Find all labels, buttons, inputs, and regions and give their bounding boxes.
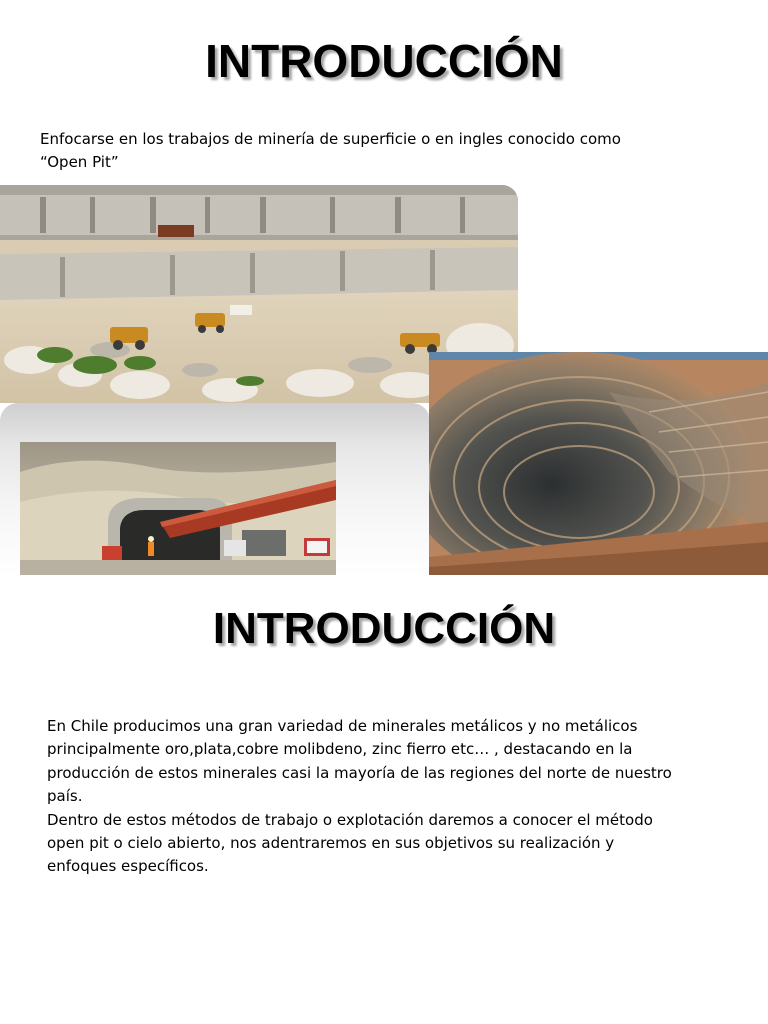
section1-title: INTRODUCCIÓN — [205, 35, 563, 87]
section2-title: INTRODUCCIÓN — [212, 604, 556, 653]
section2-line: open pit o cielo abierto, nos adentraremos en sus objetivos su realización y — [47, 834, 615, 853]
section2-line: principalmente oro,plata,cobre molibdeno, zinc fierro etc… , destacando en la — [47, 740, 633, 759]
section2-line: enfoques específicos. — [47, 857, 209, 876]
mine-tunnel-photo — [20, 442, 336, 575]
section2-line: En Chile producimos una gran variedad de minerales metálicos y no metálicos — [47, 717, 638, 735]
section2-paragraph — [47, 715, 727, 879]
section1-line: “Open Pit” — [40, 153, 119, 171]
section2-line: Dentro de estos métodos de trabajo o explotación daremos a conocer el método — [47, 810, 653, 829]
open-pit-mine-photo — [429, 352, 768, 575]
mine-tunnel-illustration — [20, 442, 336, 575]
section2-line: país. — [47, 787, 83, 806]
open-pit-illustration — [429, 352, 768, 575]
section1-line: Enfocarse en los trabajos de minería de superficie o en ingles conocido como — [40, 130, 621, 148]
section2-line: producción de estos minerales casi la mayoría de las regiones del norte de nuestro — [47, 763, 672, 782]
section1-paragraph — [40, 128, 680, 174]
